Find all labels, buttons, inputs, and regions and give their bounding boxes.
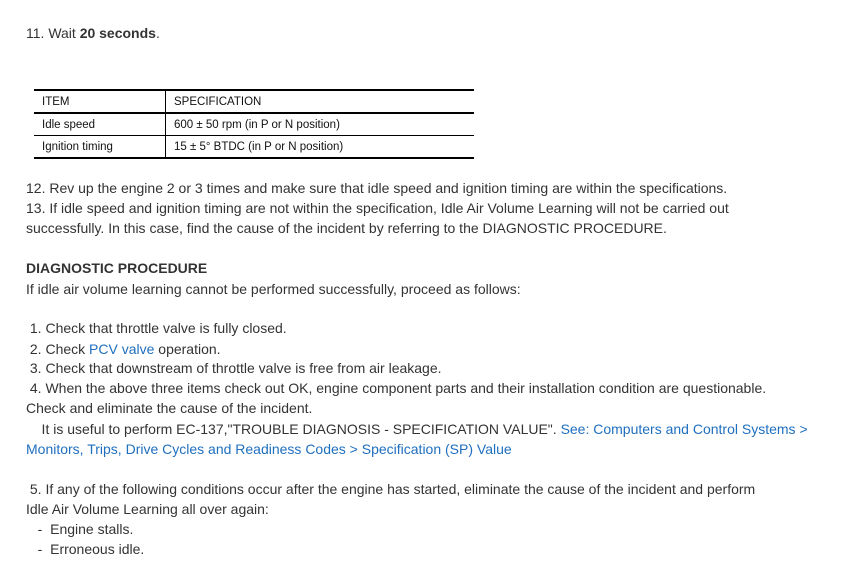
step-13-line-1: 13. If idle speed and ignition timing are not within the specification, Idle Air Volume Learning will not be carried out bbox=[26, 200, 729, 216]
step-11 bbox=[26, 23, 160, 43]
diag-step-2 bbox=[26, 339, 221, 359]
diag-step-5-line-1: 5. If any of the following conditions occur after the engine has started, eliminate the cause of the incident and perform bbox=[26, 481, 756, 497]
useful-note-line-2 bbox=[26, 439, 512, 459]
useful-note-text: It is useful to perform EC-137,"TROUBLE DIAGNOSIS - SPECIFICATION VALUE". bbox=[26, 421, 561, 437]
diag-step-3: 3. Check that downstream of throttle valve is free from air leakage. bbox=[26, 360, 442, 376]
diagnostic-heading: DIAGNOSTIC PROCEDURE bbox=[26, 260, 208, 276]
specification-value-link-part-1[interactable]: See: Computers and Control Systems > bbox=[560, 421, 808, 437]
specification-table bbox=[34, 89, 474, 159]
step-12: 12. Rev up the engine 2 or 3 times and make sure that idle speed and ignition timing are within the specifications. bbox=[26, 180, 728, 196]
condition-erroneous-idle: - Erroneous idle. bbox=[26, 541, 145, 557]
cell-ignition-timing-label: Ignition timing bbox=[34, 136, 166, 159]
cell-ignition-timing-value: 15 ± 5° BTDC (in P or N position) bbox=[166, 136, 475, 159]
specification-value-link-part-2[interactable]: Monitors, Trips, Drive Cycles and Readiness Codes > Specification (SP) Value bbox=[26, 441, 512, 457]
table-row bbox=[34, 113, 474, 136]
diag-step-5-line-2: Idle Air Volume Learning all over again: bbox=[26, 501, 269, 517]
header-item: ITEM bbox=[34, 90, 166, 113]
step-11-text: 11. Wait bbox=[26, 25, 80, 41]
step-11-period: . bbox=[155, 25, 160, 41]
diag-step-4-line-2: Check and eliminate the cause of the incident. bbox=[26, 400, 313, 416]
table-row bbox=[34, 136, 474, 159]
step-11-duration: 20 seconds bbox=[79, 25, 156, 41]
step-13-line-2: successfully. In this case, find the cause of the incident by referring to the DIAGNOSTIC PROCEDURE. bbox=[26, 220, 667, 236]
diag-step-2-suffix: operation. bbox=[154, 341, 221, 357]
pcv-valve-link[interactable]: PCV valve bbox=[89, 341, 155, 357]
condition-engine-stalls: - Engine stalls. bbox=[26, 521, 134, 537]
cell-idle-speed-value: 600 ± 50 rpm (in P or N position) bbox=[166, 113, 475, 136]
useful-note bbox=[26, 419, 808, 439]
diag-step-4-line-1: 4. When the above three items check out OK, engine component parts and their installation condition are questionable. bbox=[26, 380, 767, 396]
diag-step-1: 1. Check that throttle valve is fully closed. bbox=[26, 320, 287, 336]
diagnostic-intro: If idle air volume learning cannot be performed successfully, proceed as follows: bbox=[26, 281, 521, 297]
diag-step-2-text: 2. Check bbox=[26, 341, 90, 357]
header-specification: SPECIFICATION bbox=[166, 90, 475, 113]
table-header-row bbox=[34, 90, 474, 113]
cell-idle-speed-label: Idle speed bbox=[34, 113, 166, 136]
